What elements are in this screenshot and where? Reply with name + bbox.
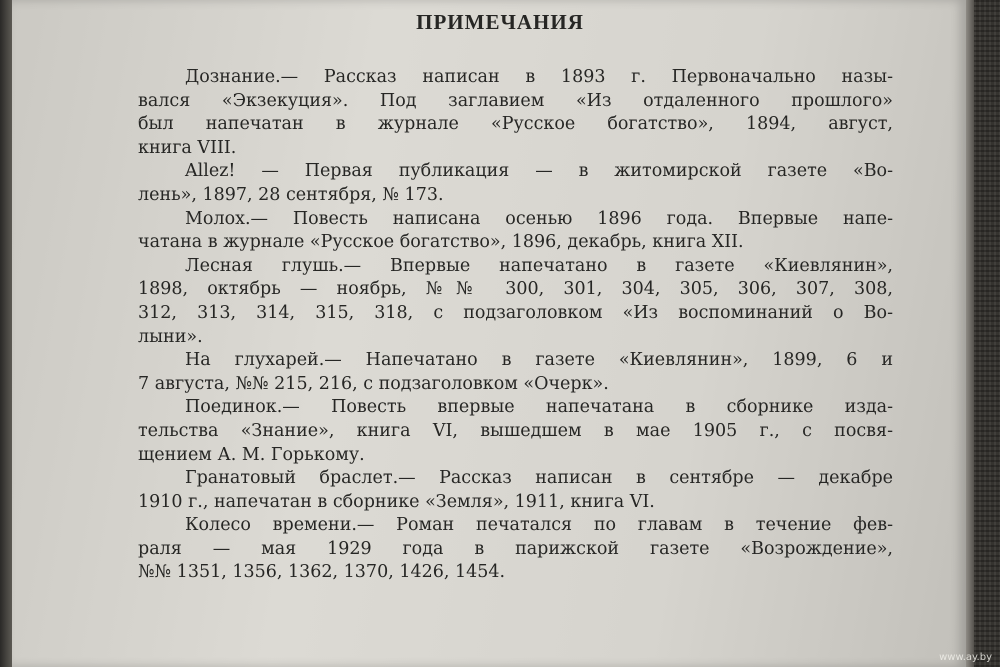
book-left-edge [0, 0, 12, 667]
text-line: тельства «Знание», книга VI, вышедшем в мае 1905 г., с посвя- [138, 420, 893, 441]
note-entry [138, 514, 893, 585]
text-line: 312, 313, 314, 315, 318, с подзаголовком «Из воспоминаний о Во- [138, 302, 893, 323]
note-entry [138, 208, 893, 255]
note-entry [138, 255, 893, 349]
watermark: www.ay.by [939, 652, 992, 663]
page-fold [966, 0, 974, 667]
text-line: Дознание.— Рассказ написан в 1893 г. Первоначально назы- [185, 67, 893, 87]
text-line: Гранатовый браслет.— Рассказ написан в сентябре — декабре [185, 468, 893, 489]
text-line: лень», 1897, 28 сентября, № 173. [138, 184, 444, 205]
text-line: Allez! — Первая публикация — в житомирской газете «Во- [185, 161, 893, 182]
note-entry [138, 66, 893, 160]
text-line: чатана в журнале «Русское богатство», 1896, декабрь, книга XII. [138, 232, 744, 253]
book-cover [974, 0, 1000, 667]
note-entry [138, 349, 893, 396]
text-line: раля — мая 1929 года в парижской газете «Возрождение», [138, 538, 893, 559]
text-line: №№ 1351, 1356, 1362, 1370, 1426, 1454. [138, 562, 506, 583]
text-line: щением А. М. Горькому. [138, 444, 365, 465]
text-line: лыни». [138, 326, 203, 347]
text-line: книга VIII. [138, 137, 237, 158]
text-line: Молох.— Повесть написана осенью 1896 года. Впервые напе- [185, 208, 893, 229]
text-line: был напечатан в журнале «Русское богатство», 1894, август, [138, 114, 893, 135]
text-line: На глухарей.— Напечатано в газете «Киевлянин», 1899, 6 и [185, 350, 893, 371]
page-title: ПРИМЕЧАНИЯ [416, 10, 584, 34]
note-entry [138, 160, 893, 207]
text-line: 1910 г., напечатан в сборнике «Земля», 1911, книга VI. [138, 491, 655, 512]
text-line: Колесо времени.— Роман печатался по главам в течение фев- [185, 515, 893, 536]
notes-text [138, 66, 893, 585]
text-line: Поединок.— Повесть впервые напечатана в сборнике изда- [185, 397, 893, 418]
text-line: вался «Экзекуция». Под заглавием «Из отдаленного прошлого» [138, 90, 893, 111]
text-line: 1898, октябрь — ноябрь, №№ 300, 301, 304, 305, 306, 307, 308, [138, 279, 893, 300]
text-line: 7 августа, №№ 215, 216, с подзаголовком «Очерк». [138, 373, 609, 394]
text-line: Лесная глушь.— Впервые напечатано в газете «Киевлянин», [185, 255, 893, 276]
note-entry [138, 396, 893, 467]
note-entry [138, 467, 893, 514]
